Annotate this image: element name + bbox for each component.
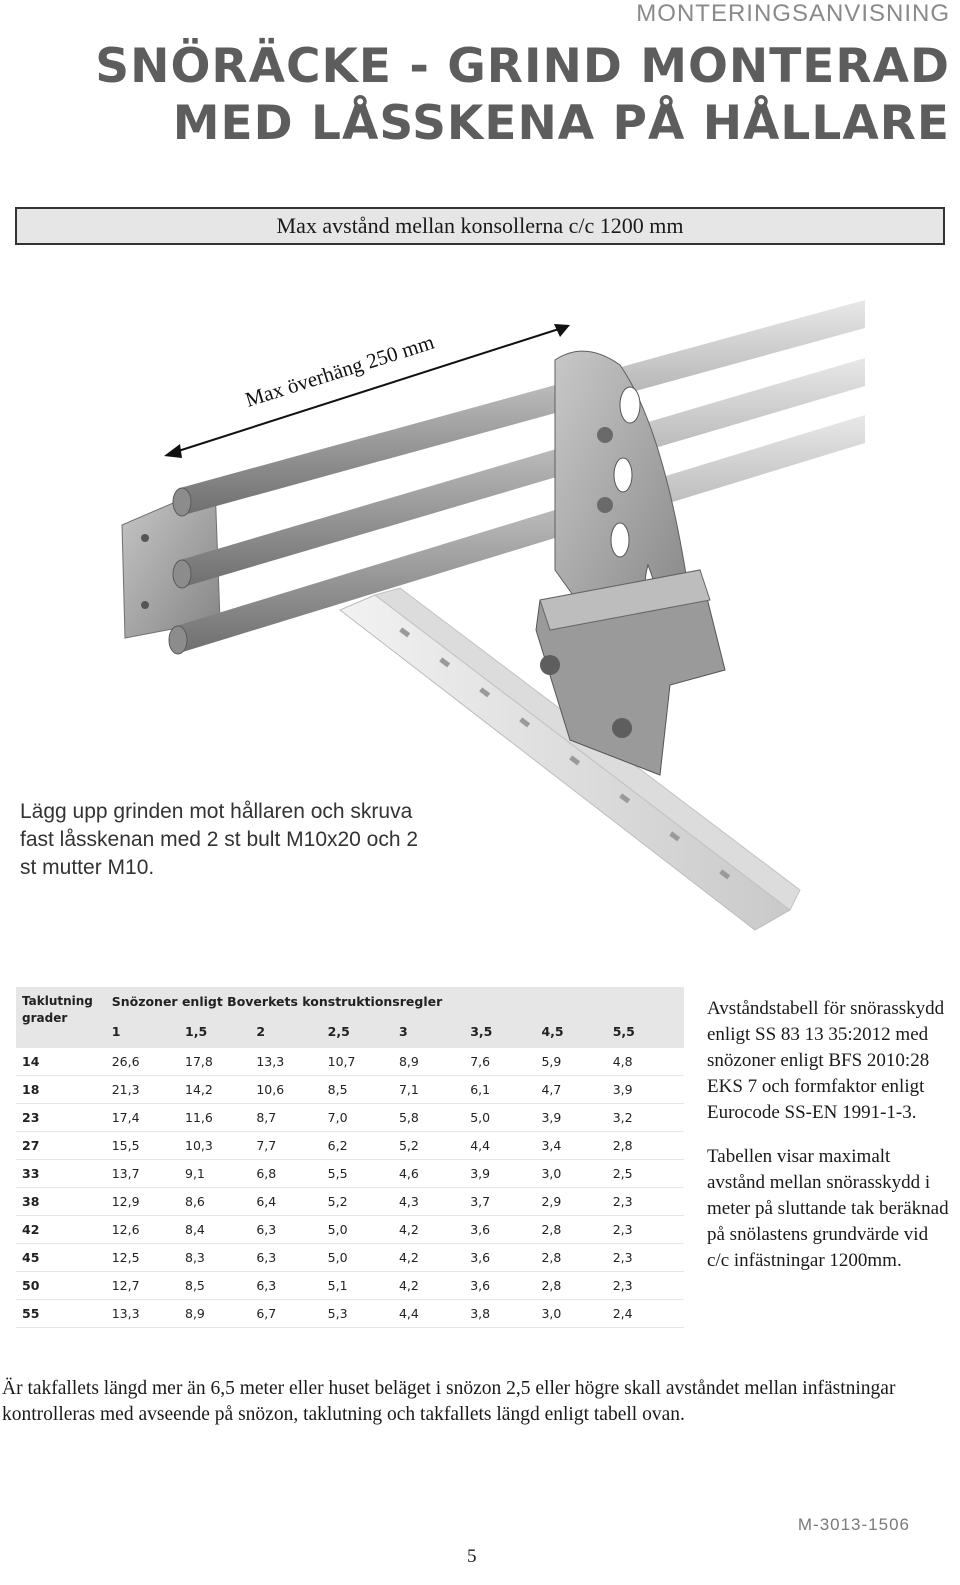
distance-cell: 8,5 [185,1272,256,1300]
table-row [16,1216,684,1244]
distance-cell: 2,3 [613,1272,684,1300]
distance-cell: 4,2 [399,1244,470,1272]
distance-cell: 10,7 [328,1048,399,1076]
distance-cell: 3,7 [470,1188,541,1216]
distance-cell: 4,3 [399,1188,470,1216]
table-row [16,1244,684,1272]
distance-cell: 4,2 [399,1216,470,1244]
table-row [16,1132,684,1160]
distance-cell: 5,2 [399,1132,470,1160]
distance-table [16,987,684,1328]
distance-cell: 12,7 [112,1272,185,1300]
table-description [707,996,952,1292]
distance-cell: 8,7 [256,1104,327,1132]
zone-header: 5,5 [613,1015,684,1048]
distance-cell: 10,3 [185,1132,256,1160]
roof-pitch-cell: 33 [16,1160,112,1188]
distance-cell: 3,0 [541,1300,612,1328]
distance-cell: 3,0 [541,1160,612,1188]
distance-cell: 6,3 [256,1272,327,1300]
distance-cell: 3,4 [541,1132,612,1160]
zone-header: 4,5 [541,1015,612,1048]
distance-cell: 6,3 [256,1244,327,1272]
distance-cell: 5,9 [541,1048,612,1076]
distance-cell: 8,4 [185,1216,256,1244]
roof-pitch-cell: 55 [16,1300,112,1328]
roof-pitch-cell: 38 [16,1188,112,1216]
distance-cell: 4,2 [399,1272,470,1300]
roof-pitch-cell: 50 [16,1272,112,1300]
distance-cell: 8,9 [399,1048,470,1076]
document-kicker: MONTERINGSANVISNING [636,0,950,27]
distance-cell: 7,6 [470,1048,541,1076]
distance-cell: 2,3 [613,1244,684,1272]
distance-cell: 5,2 [328,1188,399,1216]
roof-pitch-cell: 27 [16,1132,112,1160]
distance-cell: 7,1 [399,1076,470,1104]
distance-cell: 6,3 [256,1216,327,1244]
table-row [16,1048,684,1076]
distance-cell: 10,6 [256,1076,327,1104]
table-row [16,1272,684,1300]
distance-cell: 4,6 [399,1160,470,1188]
table-description-p1: Avståndstabell för snörasskydd enligt SS 83 13 35:2012 med snözoner enligt BFS 2010:28 EKS 7 och formfaktor enligt Eurocode SS-EN 1991-1-3. [707,998,945,1123]
page-title: SNÖRÄCKE - GRIND MONTERAD MED LÅSSKENA PÅ HÅLLARE [95,39,950,151]
distance-cell: 2,8 [613,1132,684,1160]
distance-cell: 4,7 [541,1076,612,1104]
distance-cell: 21,3 [112,1076,185,1104]
distance-cell: 5,3 [328,1300,399,1328]
zone-header: 2 [256,1015,327,1048]
distance-cell: 2,8 [541,1272,612,1300]
distance-cell: 5,5 [328,1160,399,1188]
distance-cell: 8,5 [328,1076,399,1104]
footnote-text: Är takfallets längd mer än 6,5 meter eller huset beläget i snözon 2,5 eller högre skall avståndet mellan infästningar kontrolleras med avseende på snözon, taklutning och takfallets längd enligt tabell ovan. [2,1378,896,1425]
distance-cell: 11,6 [185,1104,256,1132]
distance-cell: 6,4 [256,1188,327,1216]
distance-cell: 3,6 [470,1216,541,1244]
distance-cell: 12,5 [112,1244,185,1272]
distance-cell: 4,8 [613,1048,684,1076]
zone-header: 2,5 [328,1015,399,1048]
distance-cell: 13,3 [256,1048,327,1076]
zone-header: 3 [399,1015,470,1048]
spacing-notice: Max avstånd mellan konsollerna c/c 1200 mm [15,207,945,245]
distance-cell: 26,6 [112,1048,185,1076]
distance-cell: 13,3 [112,1300,185,1328]
distance-cell: 2,9 [541,1188,612,1216]
mounting-instruction: Lägg upp grinden mot hållaren och skruva fast låsskenan med 2 st bult M10x20 och 2 st mutter M10. [20,800,419,879]
distance-cell: 5,8 [399,1104,470,1132]
page-number: 5 [467,1546,477,1567]
distance-cell: 2,8 [541,1244,612,1272]
distance-cell: 3,9 [541,1104,612,1132]
zone-header: 1 [112,1015,185,1048]
distance-cell: 6,1 [470,1076,541,1104]
distance-cell: 15,5 [112,1132,185,1160]
distance-cell: 2,8 [541,1216,612,1244]
distance-cell: 4,4 [470,1132,541,1160]
roof-pitch-cell: 42 [16,1216,112,1244]
document-id: M-3013-1506 [797,1515,910,1534]
distance-cell: 7,7 [256,1132,327,1160]
table-row [16,1076,684,1104]
distance-cell: 6,2 [328,1132,399,1160]
distance-cell: 13,7 [112,1160,185,1188]
distance-cell: 5,0 [470,1104,541,1132]
zone-header: 3,5 [470,1015,541,1048]
distance-cell: 2,4 [613,1300,684,1328]
distance-cell: 5,0 [328,1244,399,1272]
roof-pitch-cell: 14 [16,1048,112,1076]
distance-cell: 3,9 [613,1076,684,1104]
grid-pipes [169,300,865,654]
distance-cell: 6,8 [256,1160,327,1188]
distance-cell: 3,6 [470,1272,541,1300]
distance-cell: 5,0 [328,1216,399,1244]
table-row [16,1300,684,1328]
zone-header: 1,5 [185,1015,256,1048]
distance-cell: 8,3 [185,1244,256,1272]
roof-pitch-cell: 45 [16,1244,112,1272]
distance-cell: 12,6 [112,1216,185,1244]
distance-cell: 6,7 [256,1300,327,1328]
distance-cell: 2,5 [613,1160,684,1188]
table-description-p2: Tabellen visar maximalt avstånd mellan snörasskydd i meter på sluttande tak beräknad på snölastens grundvärde vid c/c infästningar 1200mm. [707,1146,949,1271]
distance-cell: 2,3 [613,1188,684,1216]
distance-cell: 7,0 [328,1104,399,1132]
distance-cell: 9,1 [185,1160,256,1188]
distance-cell: 12,9 [112,1188,185,1216]
header-snow-zones: Snözoner enligt Boverkets konstruktionsregler [112,987,684,1015]
distance-cell: 8,6 [185,1188,256,1216]
distance-cell: 3,2 [613,1104,684,1132]
distance-cell: 17,8 [185,1048,256,1076]
distance-cell: 17,4 [112,1104,185,1132]
table-row [16,1188,684,1216]
distance-cell: 8,9 [185,1300,256,1328]
distance-cell: 3,9 [470,1160,541,1188]
roof-pitch-cell: 23 [16,1104,112,1132]
table-row [16,1160,684,1188]
overhang-label: Max överhäng 250 mm [242,329,437,412]
roof-pitch-cell: 18 [16,1076,112,1104]
distance-cell: 2,3 [613,1216,684,1244]
distance-cell: 3,6 [470,1244,541,1272]
distance-cell: 5,1 [328,1272,399,1300]
distance-cell: 14,2 [185,1076,256,1104]
distance-cell: 3,8 [470,1300,541,1328]
table-row [16,1104,684,1132]
header-roof-pitch: Taklutning grader [16,987,112,1048]
distance-cell: 4,4 [399,1300,470,1328]
